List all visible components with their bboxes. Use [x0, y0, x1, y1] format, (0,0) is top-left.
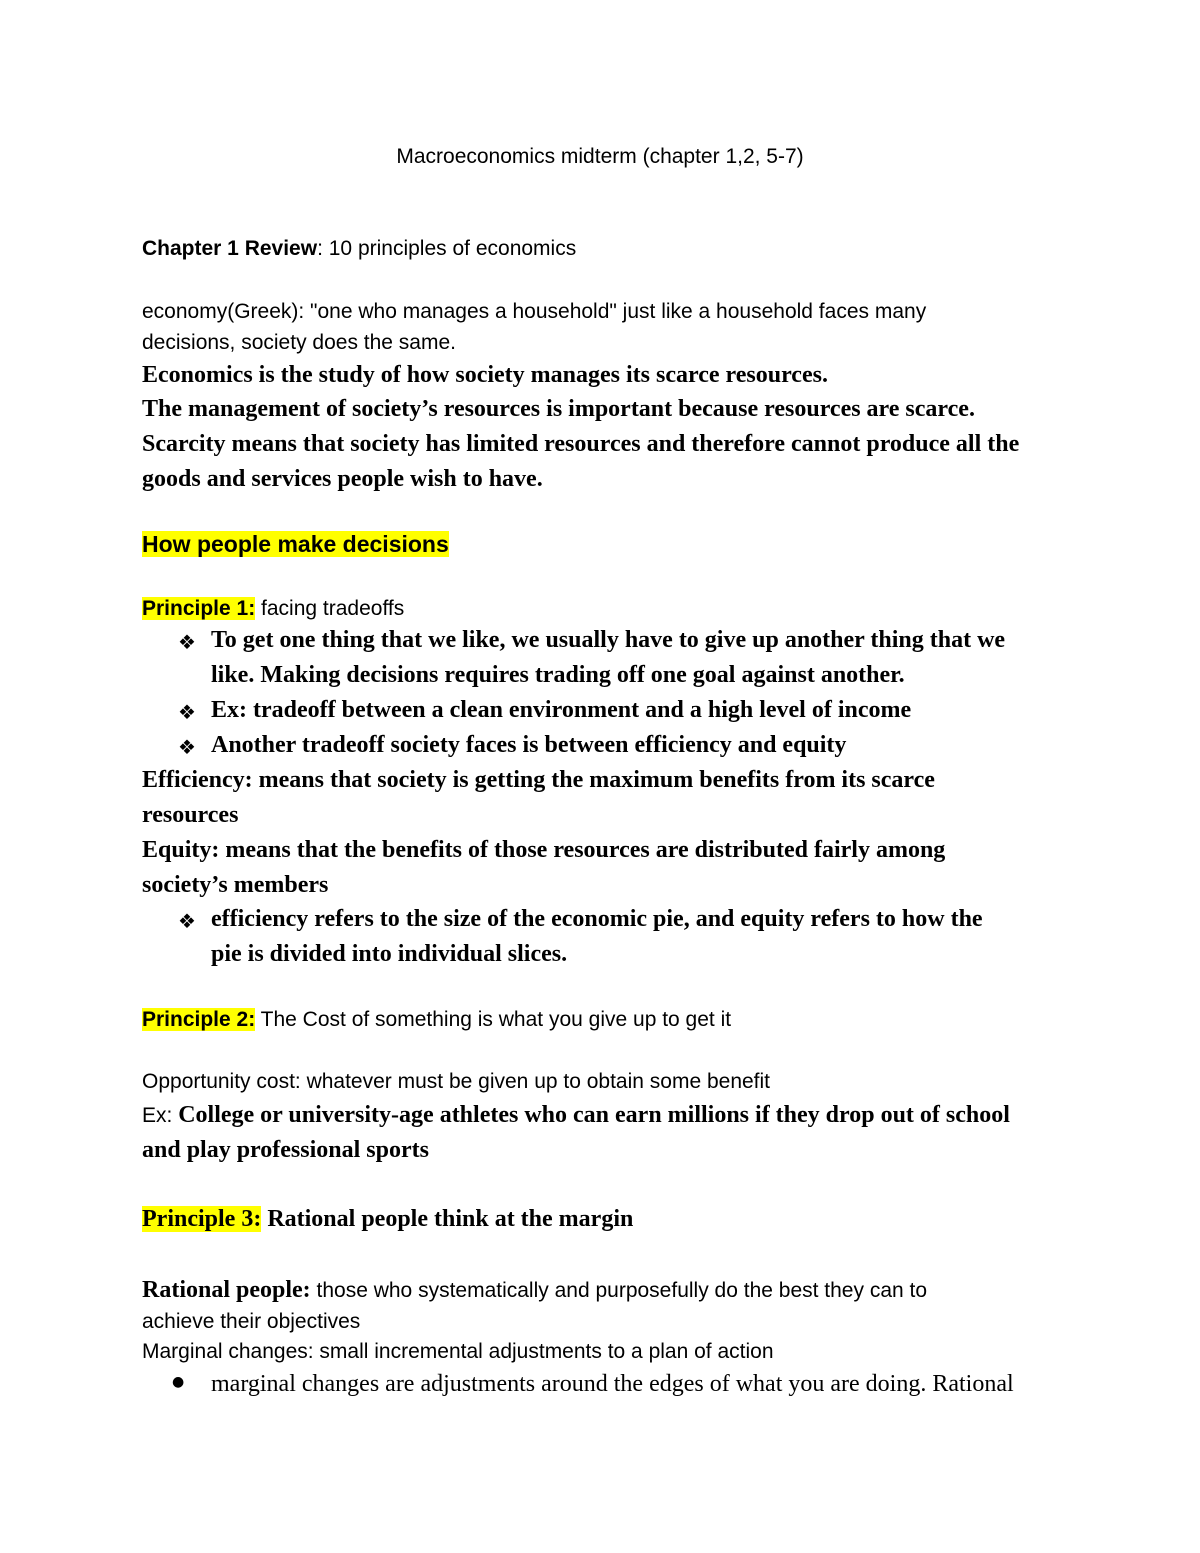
- marginal-bullet: marginal changes are adjustments around the edges of what you are doing. Rational: [211, 1371, 1014, 1397]
- principle-3-label: Principle 3:: [142, 1206, 262, 1232]
- scarcity-definition-1: [142, 431, 1019, 458]
- equity-line-1: Equity: means that the benefits of those resources are distributed fairly among: [142, 837, 946, 863]
- section-heading: [142, 531, 449, 558]
- example-prefix: Ex:: [142, 1104, 179, 1127]
- section-heading-text: How people make decisions: [142, 531, 449, 557]
- principle-2-example-1: [142, 1102, 1010, 1129]
- rational-def-1: those who systematically and purposefully do the best they can to: [310, 1279, 928, 1302]
- efficiency-line-2: resources: [142, 802, 239, 828]
- diamond-bullet-icon: ❖: [178, 735, 196, 759]
- diamond-bullet-icon: ❖: [178, 630, 196, 654]
- dot-bullet-icon: ●: [172, 1374, 185, 1390]
- efficiency-line-1: Efficiency: means that society is getting the maximum benefits from its scarce: [142, 767, 935, 793]
- intro-line-2: decisions, society does the same.: [142, 331, 456, 354]
- bullet-3-line-1: Another tradeoff society faces is between efficiency and equity: [211, 732, 847, 758]
- bullet-2-line-1: Ex: tradeoff between a clean environment and a high level of income: [211, 697, 912, 723]
- rational-people-line-1: [142, 1277, 927, 1304]
- page-title: Macroeconomics midterm (chapter 1,2, 5-7): [396, 145, 804, 168]
- bullet-1-line-1: To get one thing that we like, we usually have to give up another thing that we: [211, 627, 1006, 653]
- principle-1-text: facing tradeoffs: [255, 597, 405, 620]
- rational-people-line-2: achieve their objectives: [142, 1310, 361, 1333]
- principle-1-heading: [142, 597, 404, 621]
- example-text-1: College or university-age athletes who can earn millions if they drop out of school: [178, 1102, 1010, 1128]
- economics-def: is the study of how society manages its scarce resources.: [252, 362, 828, 388]
- scarcity-term: Scarcity: [142, 431, 226, 457]
- bullet-4-line-1: efficiency refers to the size of the economic pie, and equity refers to how the: [211, 906, 983, 932]
- equity-line-2: society’s members: [142, 872, 329, 898]
- economics-term: Economics: [142, 362, 253, 388]
- principle-2-example-2: and play professional sports: [142, 1137, 429, 1163]
- principle-3-heading: [142, 1206, 633, 1233]
- rational-term: Rational people:: [142, 1277, 311, 1303]
- bullet-1-line-2: like. Making decisions requires trading off one goal against another.: [211, 662, 905, 688]
- intro-line-1: economy(Greek): "one who manages a household" just like a household faces many: [142, 300, 927, 323]
- principle-2-label: Principle 2:: [142, 1008, 256, 1031]
- diamond-bullet-icon: ❖: [178, 909, 196, 933]
- chapter-heading-rest: : 10 principles of economics: [317, 237, 577, 260]
- principle-2-text: The Cost of something is what you give up to get it: [255, 1008, 732, 1031]
- principle-1-label: Principle 1:: [142, 597, 256, 620]
- economics-definition: [142, 362, 828, 389]
- diamond-bullet-icon: ❖: [178, 700, 196, 724]
- principle-3-text: Rational people think at the margin: [261, 1206, 634, 1232]
- bullet-4-line-2: pie is divided into individual slices.: [211, 941, 568, 967]
- scarcity-def-1: means that society has limited resources and therefore cannot produce all the: [225, 431, 1020, 457]
- principle-2-heading: [142, 1008, 731, 1032]
- scarcity-definition-2: goods and services people wish to have.: [142, 466, 543, 492]
- management-statement: The management of society’s resources is important because resources are scarce.: [142, 396, 975, 422]
- chapter-heading-bold: Chapter 1 Review: [142, 237, 318, 260]
- opportunity-cost: Opportunity cost: whatever must be given up to obtain some benefit: [142, 1070, 771, 1093]
- chapter-heading: [142, 237, 576, 261]
- marginal-changes: Marginal changes: small incremental adjustments to a plan of action: [142, 1340, 774, 1363]
